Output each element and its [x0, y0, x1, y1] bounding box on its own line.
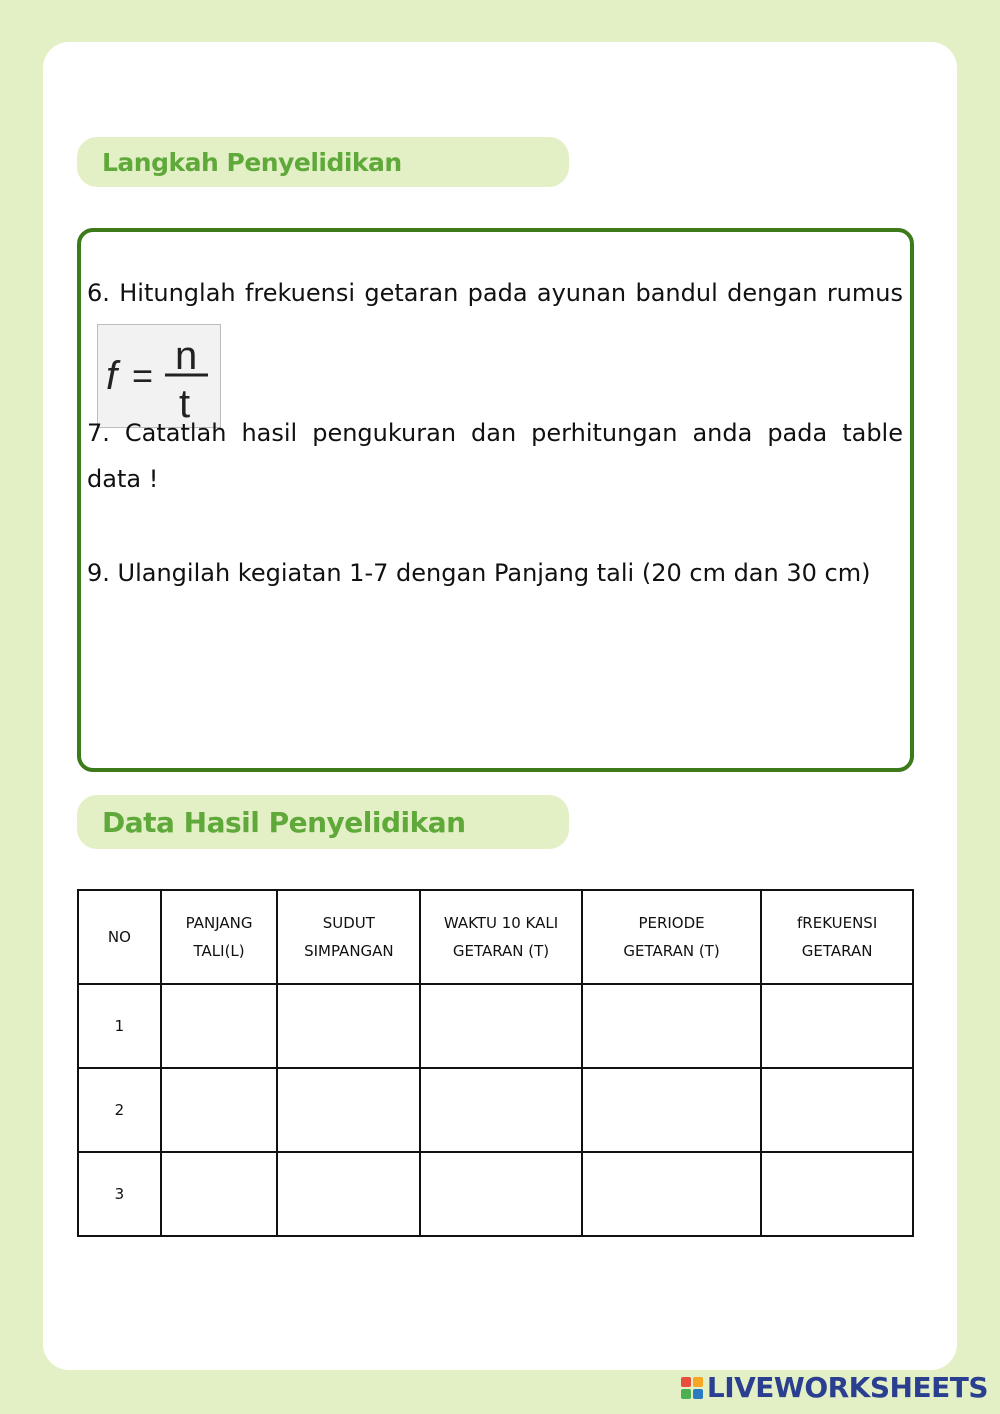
cell-periode-getaran[interactable]: [582, 1068, 761, 1152]
step-6: [87, 270, 903, 428]
section-title-steps: [77, 137, 569, 187]
liveworksheets-wordmark: LIVEWORKSHEETS: [706, 1371, 988, 1404]
header-panjang-tali: PANJANG TALI(L): [161, 890, 278, 984]
cell-sudut-simpangan[interactable]: [277, 1152, 420, 1236]
table-header-row: [78, 890, 913, 984]
cell-panjang-tali[interactable]: [161, 984, 278, 1068]
cell-no: 3: [78, 1152, 161, 1236]
table-row: [78, 1068, 913, 1152]
data-table: [77, 889, 914, 1237]
cell-waktu-getaran[interactable]: [420, 1068, 582, 1152]
cell-frekuensi-getaran[interactable]: [761, 1152, 913, 1236]
cell-sudut-simpangan[interactable]: [277, 984, 420, 1068]
formula-equals: =: [132, 355, 154, 396]
header-frekuensi-getaran: fREKUENSI GETARAN: [761, 890, 913, 984]
formula-numerator: n: [175, 334, 198, 378]
formula-lhs: f: [106, 354, 118, 398]
section-title-data: [77, 795, 569, 849]
cell-periode-getaran[interactable]: [582, 1152, 761, 1236]
cell-sudut-simpangan[interactable]: [277, 1068, 420, 1152]
cell-panjang-tali[interactable]: [161, 1068, 278, 1152]
cell-frekuensi-getaran[interactable]: [761, 1068, 913, 1152]
section-title-steps-text: Langkah Penyelidikan: [102, 147, 402, 177]
header-sudut-simpangan: SUDUT SIMPANGAN: [277, 890, 420, 984]
cell-no: 1: [78, 984, 161, 1068]
cell-waktu-getaran[interactable]: [420, 1152, 582, 1236]
table-row: [78, 1152, 913, 1236]
cell-no: 2: [78, 1068, 161, 1152]
step-9-text: 9. Ulangilah kegiatan 1-7 dengan Panjang tali (20 cm dan 30 cm): [87, 559, 871, 587]
liveworksheets-icon: [681, 1377, 703, 1399]
cell-waktu-getaran[interactable]: [420, 984, 582, 1068]
liveworksheets-logo: [681, 1371, 988, 1404]
cell-frekuensi-getaran[interactable]: [761, 984, 913, 1068]
cell-panjang-tali[interactable]: [161, 1152, 278, 1236]
table-row: [78, 984, 913, 1068]
formula-denominator: t: [179, 382, 191, 426]
step-9: [87, 550, 903, 596]
header-no: NO: [78, 890, 161, 984]
section-title-data-text: Data Hasil Penyelidikan: [102, 805, 466, 839]
header-periode-getaran: PERIODE GETARAN (T): [582, 890, 761, 984]
step-7-text: 7. Catatlah hasil pengukuran dan perhitungan anda pada table data !: [87, 419, 903, 493]
step-7: [87, 410, 903, 502]
cell-periode-getaran[interactable]: [582, 984, 761, 1068]
step-6-text: 6. Hitunglah frekuensi getaran pada ayunan bandul dengan rumus: [87, 279, 903, 307]
header-waktu-getaran: WAKTU 10 KALI GETARAN (T): [420, 890, 582, 984]
